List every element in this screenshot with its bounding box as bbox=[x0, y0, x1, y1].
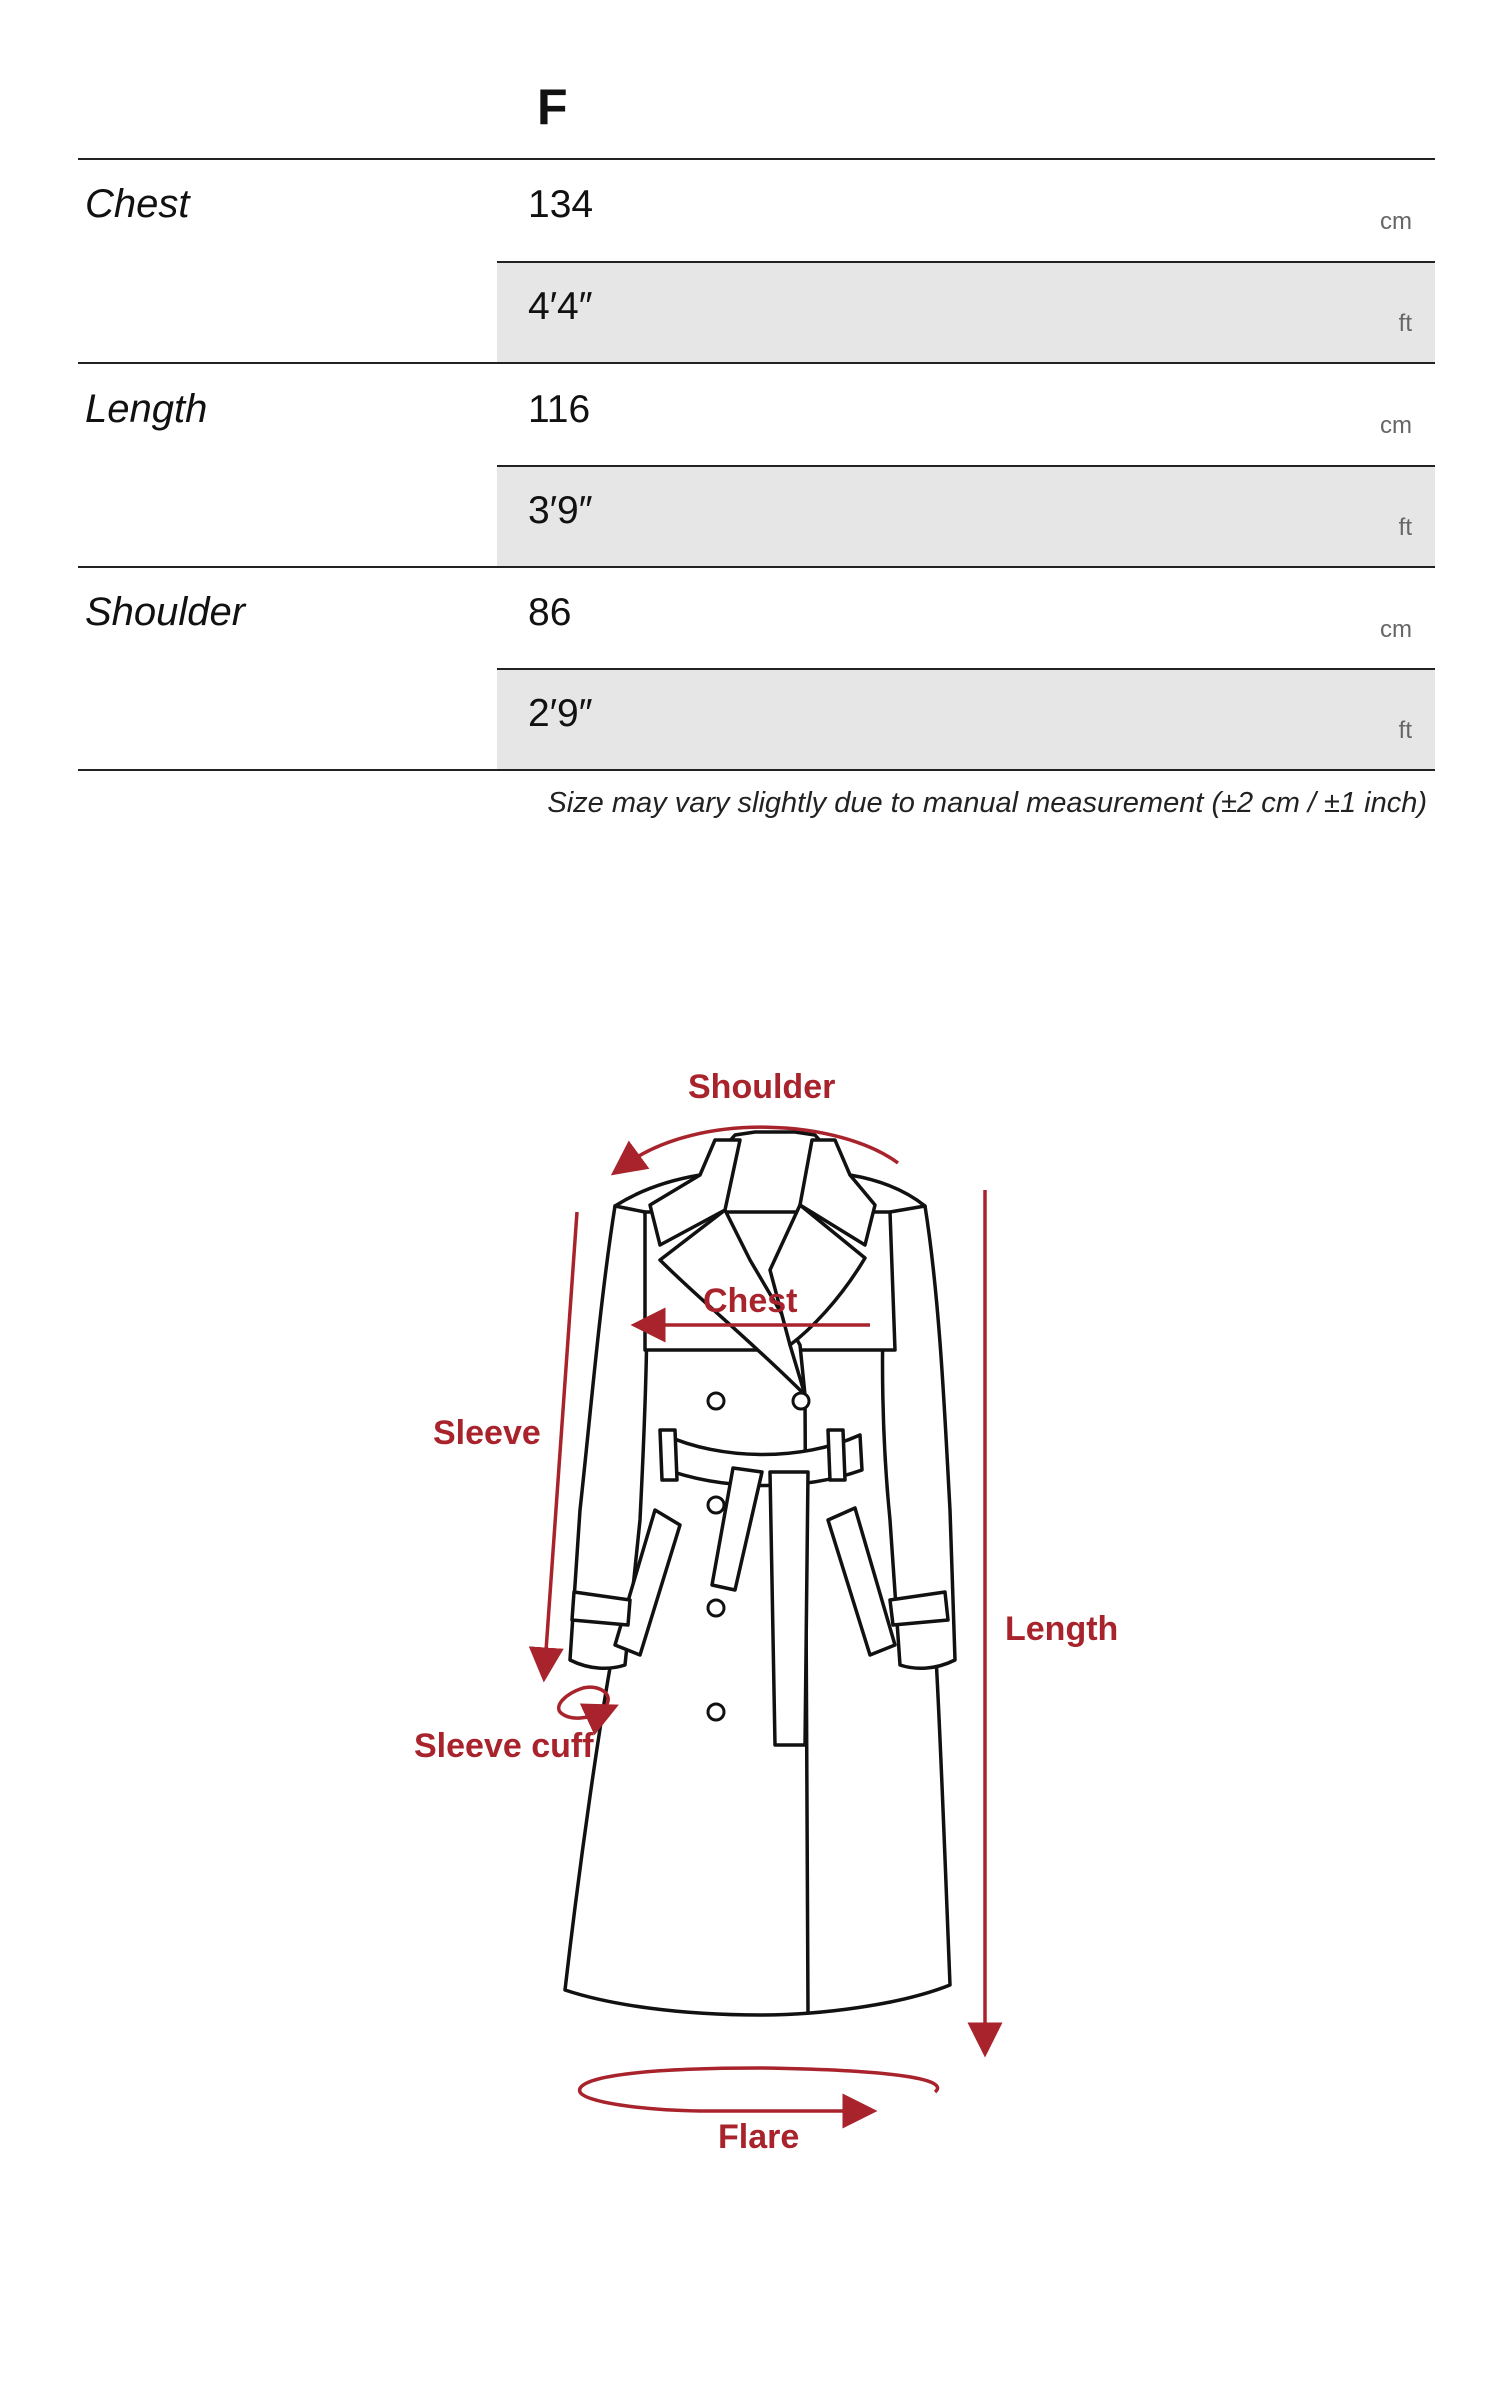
chest-cm-value: 134 bbox=[528, 183, 594, 226]
table-bottom-rule bbox=[78, 769, 1435, 771]
measurement-note: Size may vary slightly due to manual measurement (±2 cm / ±1 inch) bbox=[547, 787, 1427, 819]
shoulder-ft-unit: ft bbox=[1398, 717, 1412, 744]
button bbox=[708, 1704, 724, 1720]
chest-sub-rule bbox=[497, 261, 1435, 263]
chest-row-rule bbox=[78, 362, 1435, 364]
row-label-shoulder: Shoulder bbox=[85, 590, 246, 634]
dimension-label-length: Length bbox=[1005, 1610, 1119, 1648]
trench-coat-illustration bbox=[0, 1000, 1500, 2200]
length-ft-unit: ft bbox=[1398, 514, 1412, 541]
button bbox=[708, 1497, 724, 1513]
sleeve-band-left bbox=[660, 1430, 677, 1480]
length-cm-value: 116 bbox=[528, 388, 591, 431]
dimension-label-flare: Flare bbox=[718, 2118, 800, 2156]
shoulder-ft-band bbox=[497, 670, 1435, 769]
shoulder-cm-unit: cm bbox=[1380, 616, 1412, 643]
chest-ft-unit: ft bbox=[1398, 310, 1412, 337]
chest-cm-unit: cm bbox=[1380, 208, 1412, 235]
button bbox=[708, 1393, 724, 1409]
dimension-label-shoulder: Shoulder bbox=[688, 1068, 836, 1106]
row-label-length: Length bbox=[85, 387, 208, 431]
table-top-rule bbox=[78, 158, 1435, 160]
flare-ellipse bbox=[580, 2068, 938, 2111]
shoulder-ft-value: 2′9″ bbox=[528, 692, 593, 735]
chest-ft-value: 4′4″ bbox=[528, 285, 593, 328]
dimension-label-sleeve-cuff: Sleeve cuff bbox=[414, 1727, 594, 1765]
sleeve-band-right bbox=[828, 1430, 845, 1480]
length-sub-rule bbox=[497, 465, 1435, 467]
button bbox=[793, 1393, 809, 1409]
dimension-label-sleeve: Sleeve bbox=[433, 1414, 541, 1452]
shoulder-cm-value: 86 bbox=[528, 591, 572, 634]
belt-tail bbox=[770, 1472, 808, 1745]
length-cm-unit: cm bbox=[1380, 412, 1412, 439]
length-ft-value: 3′9″ bbox=[528, 489, 593, 532]
size-header: F bbox=[537, 79, 568, 135]
length-ft-band bbox=[497, 467, 1435, 566]
dimension-label-chest: Chest bbox=[703, 1282, 798, 1320]
length-row-rule bbox=[78, 566, 1435, 568]
sleeve-cuff-arrow bbox=[559, 1687, 608, 1718]
button bbox=[708, 1600, 724, 1616]
row-label-chest: Chest bbox=[85, 182, 190, 226]
shoulder-sub-rule bbox=[497, 668, 1435, 670]
chest-ft-band bbox=[497, 263, 1435, 362]
